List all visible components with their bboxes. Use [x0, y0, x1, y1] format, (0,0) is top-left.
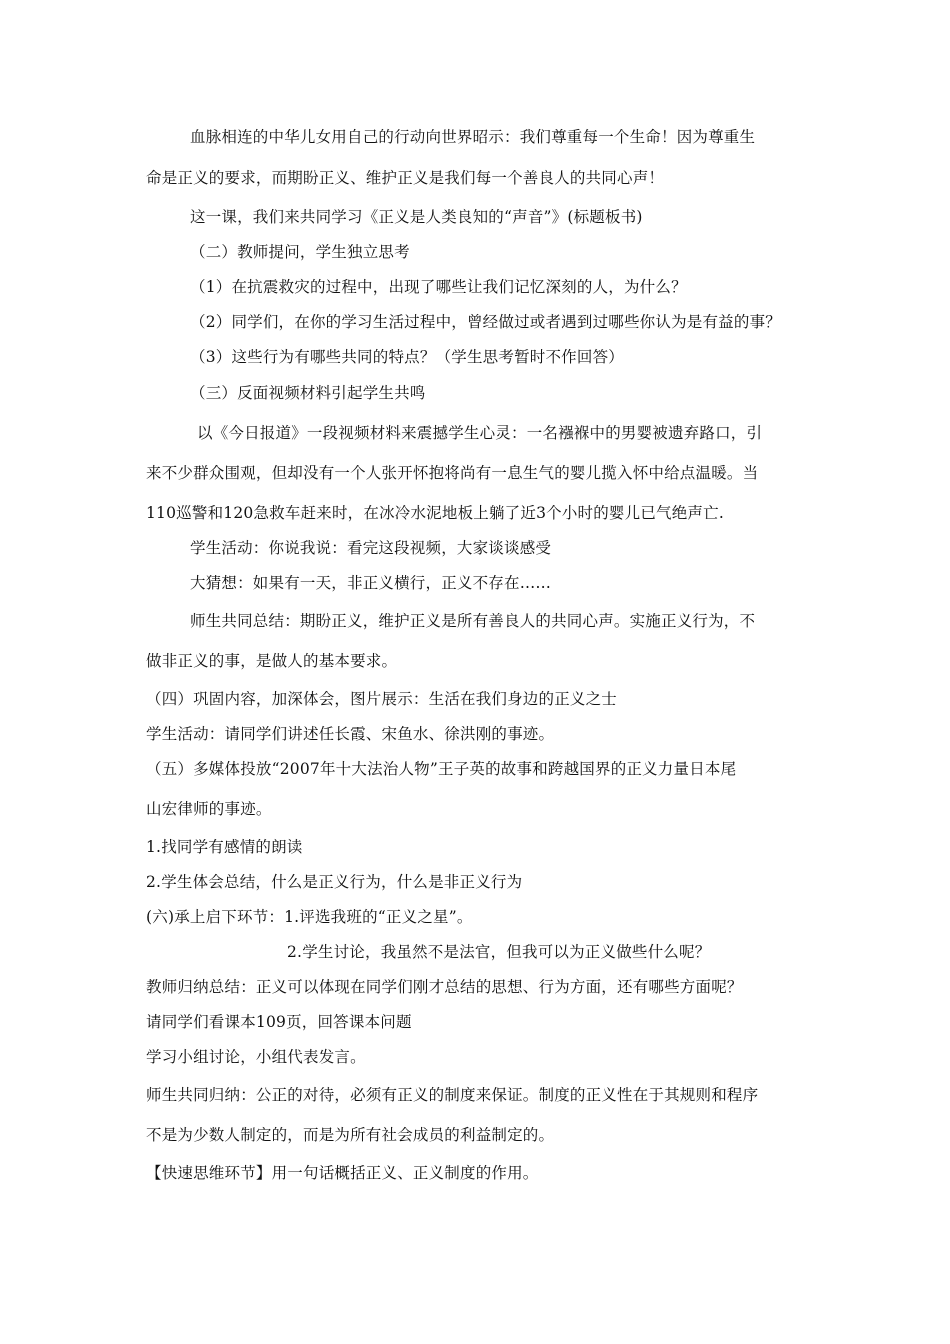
text-line-15: 做非正义的事，是做人的基本要求。 [146, 652, 398, 670]
text-line-28: 不是为少数人制定的，而是为所有社会成员的利益制定的。 [146, 1126, 555, 1144]
text-line-2: 命是正义的要求，而期盼正义、维护正义是我们每一个善良人的共同心声！ [146, 169, 665, 187]
text-line-29: 【快速思维环节】用一句话概括正义、正义制度的作用。 [146, 1164, 539, 1182]
text-line-26: 学习小组讨论，小组代表发言。 [146, 1048, 366, 1066]
text-line-23: 2.学生讨论，我虽然不是法官，但我可以为正义做些什么呢？ [287, 943, 711, 961]
text-line-8: （三）反面视频材料引起学生共鸣 [190, 384, 426, 402]
text-line-3: 这一课，我们来共同学习《正义是人类良知的“声音”》(标题板书) [190, 208, 643, 226]
text-line-22: (六)承上启下环节：1.评选我班的“正义之星”。 [146, 908, 473, 926]
text-line-11: 110巡警和120急救车赶来时，在冰冷水泥地板上躺了近3个小时的婴儿已气绝声亡. [146, 504, 724, 522]
text-line-16: （四）巩固内容，加深体会，图片展示：生活在我们身边的正义之士 [146, 690, 618, 708]
text-line-25: 请同学们看课本109页，回答课本问题 [146, 1013, 412, 1031]
text-line-21: 2.学生体会总结，什么是正义行为，什么是非正义行为 [146, 873, 523, 891]
text-line-13: 大猜想：如果有一天，非正义横行，正义不存在…… [190, 574, 552, 592]
text-line-27: 师生共同归纳：公正的对待，必须有正义的制度来保证。制度的正义性在于其规则和程序 [146, 1086, 759, 1104]
text-line-7: （3）这些行为有哪些共同的特点？（学生思考暂时不作回答） [190, 348, 624, 366]
text-line-9: 以《今日报道》一段视频材料来震撼学生心灵：一名襁褓中的男婴被遗弃路口，引 [197, 424, 763, 442]
text-line-17: 学生活动：请同学们讲述任长霞、宋鱼水、徐洪刚的事迹。 [146, 725, 555, 743]
text-line-6: （2）同学们，在你的学习生活过程中，曾经做过或者遇到过哪些你认为是有益的事？ [190, 313, 781, 331]
text-line-10: 来不少群众围观，但却没有一个人张开怀抱将尚有一息生气的婴儿揽入怀中给点温暖。当 [146, 464, 759, 482]
text-line-20: 1.找同学有感情的朗读 [146, 838, 303, 856]
text-line-19: 山宏律师的事迹。 [146, 800, 272, 818]
text-line-24: 教师归纳总结：正义可以体现在同学们刚才总结的思想、行为方面，还有哪些方面呢？ [146, 978, 743, 996]
text-line-1: 血脉相连的中华儿女用自己的行动向世界昭示：我们尊重每一个生命！因为尊重生 [190, 128, 756, 146]
text-line-18: （五）多媒体投放“2007年十大法治人物”王子英的故事和跨越国界的正义力量日本尾 [146, 760, 737, 778]
text-line-4: （二）教师提问，学生独立思考 [190, 243, 410, 261]
text-line-5: （1）在抗震救灾的过程中，出现了哪些让我们记忆深刻的人，为什么？ [190, 278, 687, 296]
text-line-12: 学生活动：你说我说：看完这段视频，大家谈谈感受 [190, 539, 552, 557]
text-line-14: 师生共同总结：期盼正义，维护正义是所有善良人的共同心声。实施正义行为，不 [190, 612, 756, 630]
